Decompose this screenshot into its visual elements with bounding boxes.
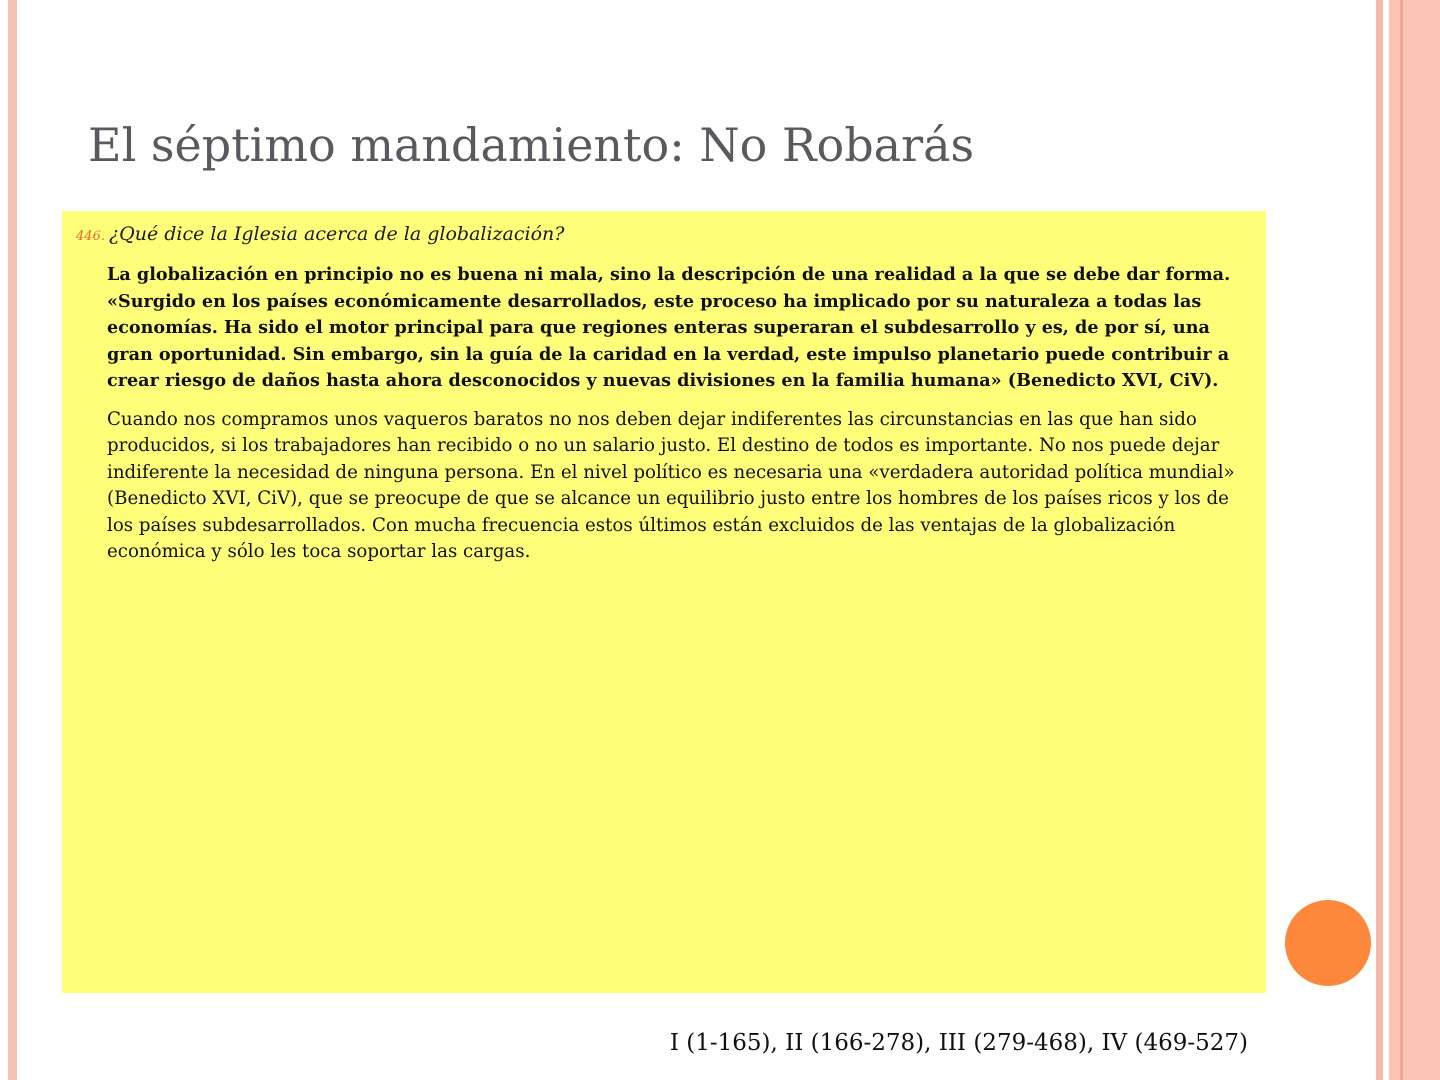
right-decorative-stripe-thin <box>1376 0 1383 1080</box>
right-decorative-stripe-line <box>1400 0 1403 1080</box>
highlighted-content-box <box>62 211 1266 993</box>
right-decorative-stripe-wide <box>1389 0 1440 1080</box>
question-line <box>76 221 1252 250</box>
left-decorative-stripe <box>8 0 17 1080</box>
slide-title: El séptimo mandamiento: No Robarás <box>88 118 975 172</box>
question-text: ¿Qué dice la Iglesia acerca de la globalización? <box>108 223 565 245</box>
section-index-footer: I (1-165), II (166-278), III (279-468), IV (469-527) <box>669 1030 1248 1056</box>
question-number: 446. <box>76 229 105 244</box>
answer-body-paragraph: Cuando nos compramos unos vaqueros baratos no nos deben dejar indiferentes las circunstancias en las que han sido producidos, si los trabajadores han recibido o no un salario justo. El destino de todos es importante. No nos puede dejar indiferente la necesidad de ninguna persona. En el nivel político es necesaria una «verdadera autoridad política mundial» (Benedicto XVI, CiV), que se preocupe de que se alcance un equilibrio justo entre los hombres de los países ricos y los de los países subdesarrollados. Con mucha frecuencia estos últimos están excluidos de las ventajas de la globalización económica y sólo les toca soportar las cargas. <box>107 408 1235 562</box>
decorative-orange-circle <box>1285 900 1371 986</box>
answer-bold-paragraph: La globalización en principio no es buena ni mala, sino la descripción de una realidad a la que se debe dar forma. «Surgido en los países económicamente desarrollados, este proceso ha implicado por su naturaleza a todas las economías. Ha sido el motor principal para que regiones enteras superaran el subdesarrollo y es, de por sí, una gran oportunidad. Sin embargo, sin la guía de la caridad en la verdad, este impulso planetario puede contribuir a crear riesgo de daños hasta ahora desconocidos y nuevas divisiones en la familia humana» (Benedicto XVI, CiV). <box>107 264 1231 391</box>
